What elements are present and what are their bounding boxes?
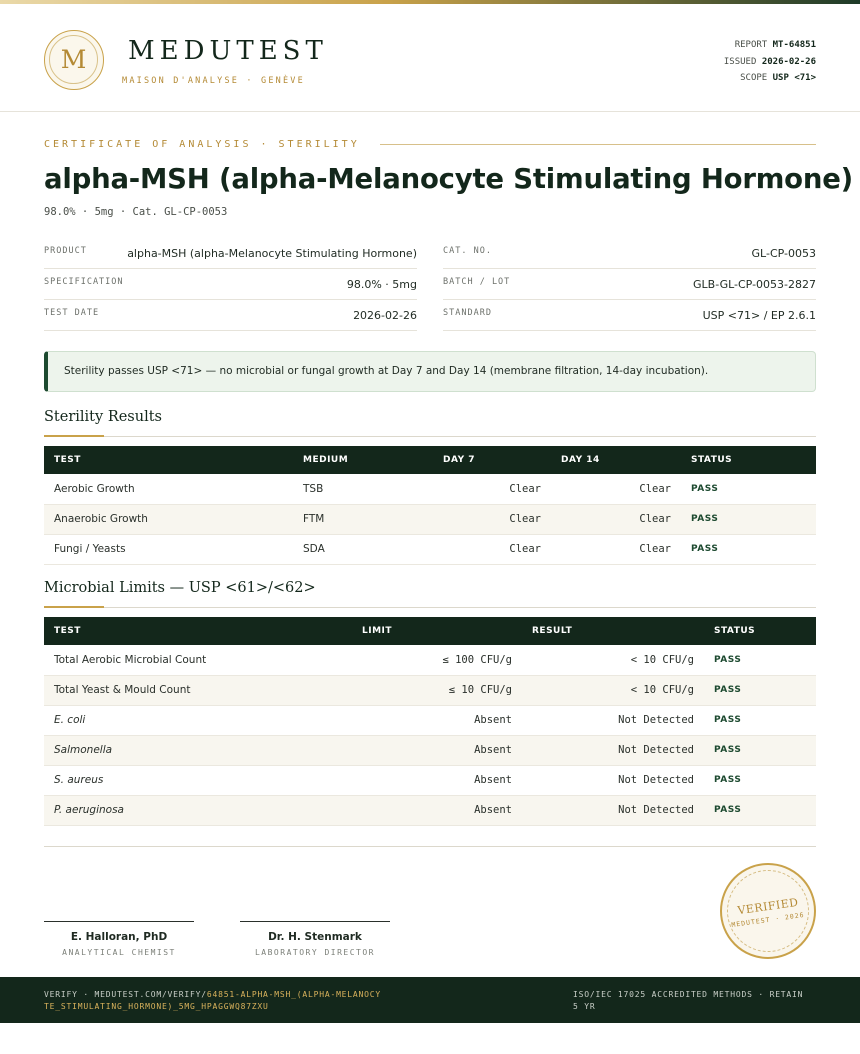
- info-label: CAT. NO.: [443, 246, 492, 256]
- table-row: [44, 705, 816, 735]
- footer-accreditation: ISO/IEC 17025 ACCREDITED METHODS · RETAIN 5 YR: [573, 990, 804, 1011]
- cell-day7: Clear: [433, 534, 551, 564]
- col-header-limit: LIMIT: [362, 626, 393, 636]
- report-meta: [724, 37, 816, 87]
- table-row: [44, 504, 816, 534]
- col-header-result: RESULT: [532, 626, 573, 636]
- sterility-section-title: Sterility Results: [44, 409, 162, 425]
- info-value: GL-CP-0053: [751, 247, 816, 260]
- brand-tagline: MAISON D'ANALYSE · GENÈVE: [122, 76, 305, 86]
- signatory-role: LABORATORY DIRECTOR: [254, 948, 375, 957]
- section-divider: [44, 436, 816, 437]
- cell-day14: Clear: [551, 474, 681, 504]
- table-header-row: [44, 446, 816, 474]
- page-title: alpha-MSH (alpha-Melanocyte Stimulating Hormone): [44, 163, 854, 195]
- meta-report: REPORT MT-64851: [734, 40, 816, 50]
- col-header-test: TEST: [54, 626, 81, 636]
- cell-limit: Absent: [352, 735, 522, 765]
- brand-name: MEDUTEST: [128, 36, 328, 66]
- col-header-status: STATUS: [691, 455, 733, 465]
- info-label: BATCH / LOT: [443, 277, 511, 287]
- cell-medium: TSB: [293, 474, 433, 504]
- info-row-test-date: [44, 300, 417, 331]
- info-label: SPECIFICATION: [44, 277, 124, 287]
- status-badge: PASS: [681, 474, 816, 504]
- status-badge: PASS: [681, 534, 816, 564]
- table-row: [44, 765, 816, 795]
- verify-link[interactable]: [44, 989, 384, 1013]
- info-grid-left: [44, 238, 417, 331]
- cell-result: < 10 CFU/g: [522, 675, 704, 705]
- sterility-pass-banner: [44, 351, 816, 392]
- cell-test: Salmonella: [44, 735, 352, 765]
- status-badge: PASS: [704, 765, 816, 795]
- brand-logo-letter: M: [49, 35, 98, 84]
- col-header-day7: DAY 7: [443, 455, 475, 465]
- cell-result: < 10 CFU/g: [522, 645, 704, 675]
- cell-day7: Clear: [433, 474, 551, 504]
- signature-divider: [44, 846, 816, 847]
- table-row: [44, 474, 816, 504]
- status-badge: PASS: [681, 504, 816, 534]
- section-accent: [44, 606, 104, 608]
- meta-scope: SCOPE USP <71>: [740, 73, 816, 83]
- cell-medium: FTM: [293, 504, 433, 534]
- report-header: [0, 4, 860, 112]
- signature-analytical-chemist: [44, 921, 194, 957]
- meta-issued: ISSUED 2026-02-26: [723, 56, 816, 67]
- info-value: 2026-02-26: [353, 309, 417, 322]
- cell-limit: ≤ 100 CFU/g: [352, 645, 522, 675]
- cell-test: Fungi / Yeasts: [44, 534, 293, 564]
- cell-limit: Absent: [352, 795, 522, 825]
- table-header-row: [44, 617, 816, 645]
- table-row: [44, 795, 816, 825]
- table-row: [44, 675, 816, 705]
- info-grid-right: [443, 238, 816, 331]
- report-footer: [0, 977, 860, 1023]
- cell-result: Not Detected: [522, 735, 704, 765]
- cell-result: Not Detected: [522, 765, 704, 795]
- product-subline: 98.0% · 5mg · Cat. GL-CP-0053: [44, 206, 228, 218]
- info-row-specification: [44, 269, 417, 300]
- section-accent: [44, 435, 104, 437]
- col-header-status: STATUS: [714, 626, 756, 636]
- col-header-day14: DAY 14: [561, 455, 600, 465]
- cell-day14: Clear: [551, 534, 681, 564]
- seal-subtext: MEDUTEST · 2026: [730, 910, 806, 930]
- cell-limit: ≤ 10 CFU/g: [352, 675, 522, 705]
- signatory-name: E. Halloran, PhD: [70, 931, 168, 943]
- cell-test: Anaerobic Growth: [44, 504, 293, 534]
- sterility-table: [44, 446, 816, 565]
- microbial-section-title: Microbial Limits — USP <61>/<62>: [44, 580, 316, 596]
- signatory-role: ANALYTICAL CHEMIST: [62, 948, 176, 957]
- info-label: TEST DATE: [44, 308, 100, 318]
- brand-logo: [44, 30, 104, 90]
- signature-laboratory-director: [240, 921, 390, 957]
- verify-code: 64851-ALPHA-MSH_(ALPHA-MELANOCYTE_STIMULATING_HORMONE)_5MG_HPAGGWQ87ZXU: [44, 990, 381, 1011]
- verify-prefix: VERIFY · MEDUTEST.COM/VERIFY/: [44, 990, 207, 999]
- cell-test: Total Yeast & Mould Count: [44, 675, 352, 705]
- status-badge: PASS: [704, 735, 816, 765]
- banner-text: Sterility passes USP <71> — no microbial or fungal growth at Day 7 and Day 14 (membrane filtration, 14-day incubation).: [64, 365, 709, 377]
- status-badge: PASS: [704, 705, 816, 735]
- table-row: [44, 645, 816, 675]
- certificate-eyebrow: CERTIFICATE OF ANALYSIS · STERILITY: [44, 139, 360, 150]
- info-value: 98.0% · 5mg: [346, 278, 417, 291]
- cell-medium: SDA: [293, 534, 433, 564]
- cell-test: Total Aerobic Microbial Count: [44, 645, 352, 675]
- cell-day7: Clear: [433, 504, 551, 534]
- signatory-name: Dr. H. Stenmark: [268, 931, 362, 943]
- info-label: STANDARD: [443, 308, 492, 318]
- section-divider: [44, 607, 816, 608]
- cell-test: P. aeruginosa: [44, 795, 352, 825]
- seal-word: VERIFIED: [736, 895, 800, 918]
- info-value: USP <71> / EP 2.6.1: [702, 309, 816, 322]
- cell-result: Not Detected: [522, 705, 704, 735]
- status-badge: PASS: [704, 675, 816, 705]
- cell-test: Aerobic Growth: [44, 474, 293, 504]
- cell-limit: Absent: [352, 765, 522, 795]
- verified-seal: [720, 863, 816, 959]
- cell-limit: Absent: [352, 705, 522, 735]
- info-value: alpha-MSH (alpha-Melanocyte Stimulating Hormone): [127, 247, 417, 260]
- table-row: [44, 735, 816, 765]
- col-header-test: TEST: [54, 455, 81, 465]
- col-header-medium: MEDIUM: [303, 455, 349, 465]
- info-row-cat-no: [443, 238, 816, 269]
- microbial-limits-table: [44, 617, 816, 826]
- info-row-product: [44, 238, 417, 269]
- cell-result: Not Detected: [522, 795, 704, 825]
- cell-test: S. aureus: [44, 765, 352, 795]
- eyebrow-divider: [380, 144, 816, 145]
- info-value: GLB-GL-CP-0053-2827: [693, 278, 816, 291]
- table-row: [44, 534, 816, 564]
- info-row-standard: [443, 300, 816, 331]
- status-badge: PASS: [704, 795, 816, 825]
- cell-test: E. coli: [44, 705, 352, 735]
- cell-day14: Clear: [551, 504, 681, 534]
- info-label: PRODUCT: [44, 246, 87, 256]
- info-row-batch: [443, 269, 816, 300]
- status-badge: PASS: [704, 645, 816, 675]
